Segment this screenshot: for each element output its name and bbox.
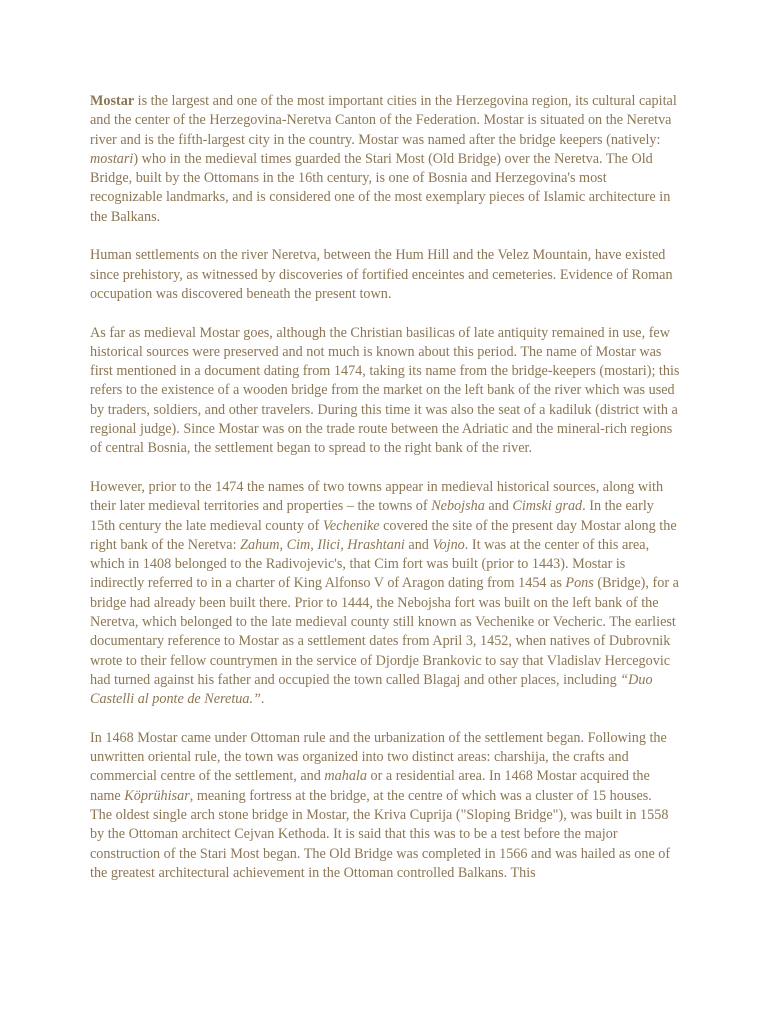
text-run: or a residential area. In 1468 Mostar acquired the name <box>90 768 650 804</box>
italic-term: Zahum, Cim, Ilici, Hrashtani <box>240 536 405 553</box>
document-page <box>90 92 680 902</box>
text-run: is the largest and one of the most important cities in the Herzegovina region, its cultural capital and the center of the Herzegovina-Neretva Canton of the Federation. Mostar is situated on the Neretva river and is the fifth-largest city in the country. Mostar was named after the bridge keepers (natively: <box>90 93 677 148</box>
italic-term: Köprühisar <box>124 787 190 804</box>
text-run: ) who in the medieval times guarded the Stari Most (Old Bridge) over the Neretva. The Old Bridge, built by the Ottomans in the 16th century, is one of Bosnia and Herzegovina's most recognizable landmarks, and is considered one of the most exemplary pieces of Islamic architecture in the Balkans. <box>90 150 671 225</box>
paragraph-ottoman <box>90 729 680 806</box>
text-run: , meaning fortress at the bridge, at the centre of which was a cluster of 15 houses. <box>189 787 652 804</box>
paragraph-bridge: The oldest single arch stone bridge in Mostar, the Kriva Cuprija ("Sloping Bridge"), was built in 1558 by the Ottoman architect Cejvan Kethoda. It is said that this was to be a test before the major construction of the Stari Most began. The Old Bridge was completed in 1566 and was hailed as one of the greatest architectural achievement in the Ottoman controlled Balkans. This <box>90 806 671 881</box>
text-run: . In the early 15th century the late medieval county of <box>90 498 654 534</box>
text-run: However, prior to the 1474 the names of two towns appear in medieval historical sources, along with their later medieval territories and properties – the towns of <box>90 478 664 515</box>
paragraph-intro <box>90 92 680 227</box>
text-run: . <box>260 691 265 708</box>
bold-term-mostar: Mostar <box>90 93 135 109</box>
italic-term: Pons <box>565 575 594 592</box>
italic-quote: “Duo Castelli al ponte de Neretua.” <box>90 671 653 708</box>
paragraph-medieval: As far as medieval Mostar goes, although the Christian basilicas of late antiquity remained in use, few historical sources were preserved and not much is known about this period. The name of Mostar was first mentioned in a document dating from 1474, taking its name from the bridge-keepers (mostari); this refers to the existence of a wooden bridge from the market on the left bank of the river which was used by traders, soldiers, and other travelers. During this time it was also the seat of a kadiluk (district with a regional judge). Since Mostar was on the trade route between the Adriatic and the mineral-rich regions of central Bosnia, the settlement began to spread to the right bank of the river. <box>90 324 680 457</box>
text-run: covered the site of the present day Mostar along the right bank of the Neretva: <box>90 517 677 553</box>
italic-term: mostari <box>90 150 134 167</box>
italic-term: Cimski grad <box>512 498 583 515</box>
text-run: and <box>484 498 513 515</box>
text-run: and <box>404 536 433 553</box>
italic-term: Vojno <box>432 536 465 553</box>
text-run: (Bridge), for a bridge had already been built there. Prior to 1444, the Nebojsha fort was built on the left bank of the Neretva, which belonged to the late medieval county still known as Vechenike or Vecheric. The earliest documentary reference to Mostar as a settlement dates from April 3, 1452, when natives of Dubrovnik wrote to their fellow countrymen in the service of Djordje Brankovic to say that Vladislav Hercegovic had turned against his father and occupied the town called Blagaj and other places, including <box>90 575 679 688</box>
paragraph-prehistory: Human settlements on the river Neretva, between the Hum Hill and the Velez Mountain, have existed since prehistory, as witnessed by discoveries of fortified enceintes and cemeteries. Evidence of Roman occupation was discovered beneath the present town. <box>90 247 673 302</box>
italic-term: Nebojsha <box>431 498 485 515</box>
italic-term: mahala <box>324 768 367 785</box>
text-run: In 1468 Mostar came under Ottoman rule and the urbanization of the settlement began. Following the unwritten oriental rule, the town was organized into two distinct areas: charshija, the crafts and commercial centre of the settlement, and <box>90 729 667 785</box>
text-run: . It was at the center of this area, which in 1408 belonged to the Radivojevic's, that Cim fort was built (prior to 1443). Mostar is indirectly referred to in a charter of King Alfonso V of Aragon dating from 1454 as <box>90 536 650 592</box>
paragraph-towns <box>90 478 680 710</box>
italic-term: Vechenike <box>322 517 380 534</box>
